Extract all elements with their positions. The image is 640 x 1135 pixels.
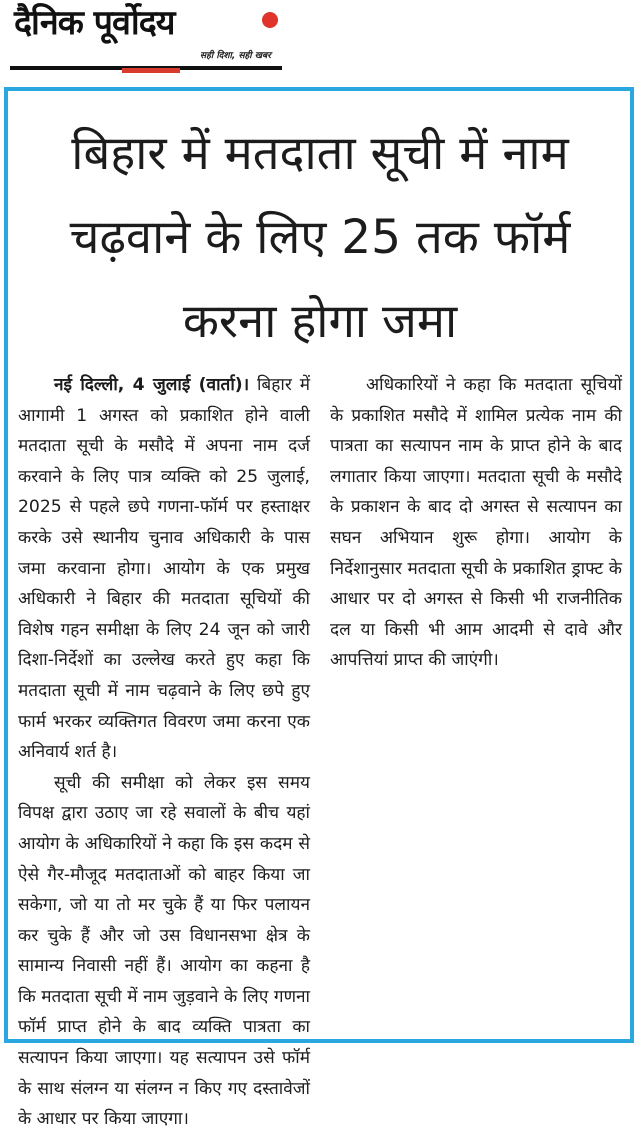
article-paragraph-2: सूची की समीक्षा को लेकर इस समय विपक्ष द्वारा उठाए जा रहे सवालों के बीच यहां आयोग के अधिकारियों ने कहा कि इस कदम से ऐसे गैर-मौजूद मतदाताओं को बाहर किया जा सकेगा, जो या तो मर चुके हैं या फिर पलायन कर चुके हैं और जो उस विधानसभा क्षेत्र के सामान्य निवासी नहीं हैं। आयोग का कहना है कि मतदाता सूची में नाम जुड़वाने के लिए गणना फॉर्म प्राप्त होने के बाद व्यक्ति पात्रता का सत्यापन किया जाएगा। यह सत्यापन उसे फॉर्म के साथ संलग्न या संलग्न न किए गए दस्तावेजों के आधार पर किया जाएगा। xyxy=(18,772,310,1130)
article-paragraph-1-text: बिहार में आगामी 1 अगस्त को प्रकाशित होने वाली मतदाता सूची के मसौदे में अपना नाम दर्ज करवाने के लिए पात्र व्यक्ति को 25 जुलाई, 2025 से पहले छपे गणना-फॉर्म पर हस्ताक्षर करके उसे स्थानीय चुनाव अधिकारी के पास जमा करवाना होगा। आयोग के एक प्रमुख अधिकारी ने बिहार की मतदाता सूचियों की विशेष गहन समीक्षा के लिए 24 जून को जारी दिशा-निर्देशों का उल्लेख करते हुए कहा कि मतदाता सूची में नाम चढ़वाने के लिए छपे हुए फार्म भरकर व्यक्तिगत विवरण जमा करना एक अनिवार्य शर्त है। xyxy=(18,375,310,763)
masthead xyxy=(0,0,640,84)
article-dateline: नई दिल्ली, 4 जुलाई (वार्ता)। xyxy=(54,375,250,395)
newspaper-logo: दैनिक पूर्वोदय xyxy=(14,3,175,43)
newspaper-tagline: सही दिशा, सही खबर xyxy=(200,51,271,61)
article-paragraph-1 xyxy=(18,370,310,768)
logo-dot-icon xyxy=(262,12,278,28)
article-headline: बिहार में मतदाता सूची में नाम चढ़वाने के लिए 25 तक फॉर्म करना होगा जमा xyxy=(69,126,571,349)
masthead-accent-bar xyxy=(122,68,180,73)
article-paragraph-3: अधिकारियों ने कहा कि मतदाता सूचियों के प्रकाशित मसौदे में शामिल प्रत्येक नाम की पात्रता का सत्यापन नाम के प्राप्त होने के बाद लगातार किया जाएगा। मतदाता सूची के मसौदे के प्रकाशन के बाद दो अगस्त से सत्यापन का सघन अभियान शुरू होगा। आयोग के निर्देशानुसार मतदाता सूची के प्रकाशित ड्राफ्ट के आधार पर दो अगस्त से किसी भी राजनीतिक दल या किसी भी आम आदमी से दावे और आपत्तियां प्राप्त की जाएंगी। xyxy=(330,375,622,671)
article-column-right xyxy=(330,370,622,676)
article-column-left xyxy=(18,370,310,1135)
